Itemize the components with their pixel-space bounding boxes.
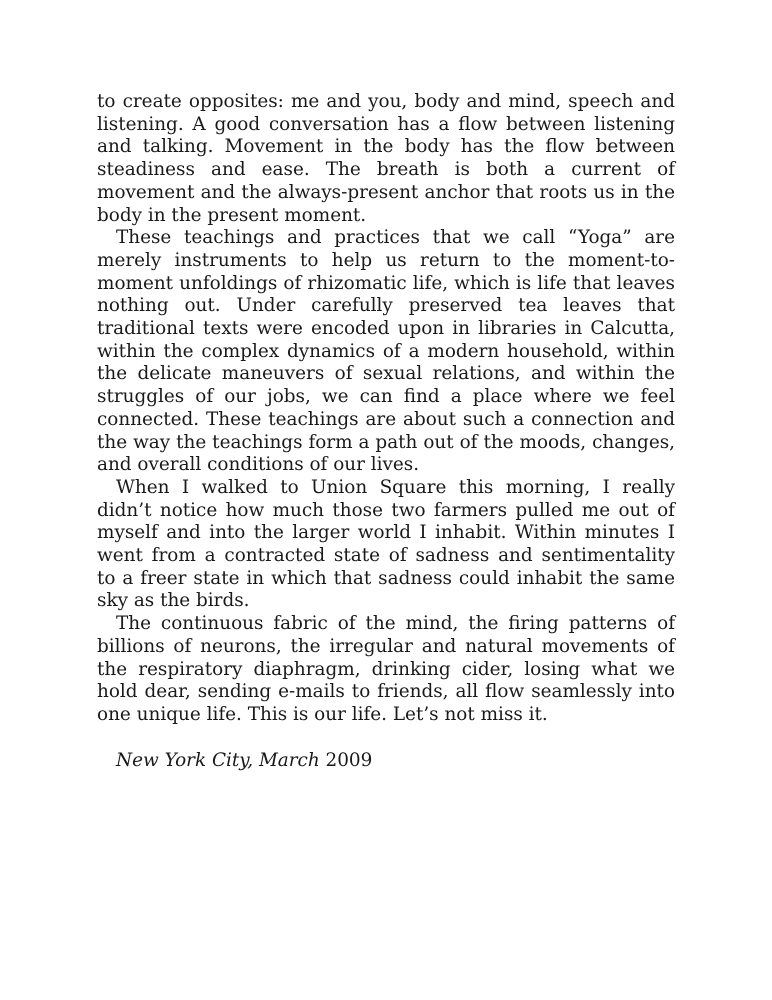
- document-page: [97, 91, 675, 772]
- paragraph-yoga-teachings: These teachings and practices that we call “Yoga” are merely instruments to help us return to the moment-to-moment unfoldings of rhizomatic life, which is life that leaves nothing out. Under carefully preserved tea leaves that traditional texts were encoded upon in libraries in Calcutta, within the complex dynamics of a modern household, within the delicate maneuvers of sexual relations, and within the struggles of our jobs, we can find a place where we feel connected. These teachings are about such a connection and the way the teachings form a path out of the moods, changes, and overall conditions of our lives.: [97, 227, 675, 476]
- dateline-place: New York City, March: [116, 749, 320, 771]
- dateline: [97, 750, 675, 773]
- dateline-year: 2009: [325, 749, 373, 771]
- paragraph-continuation: to create opposites: me and you, body and mind, speech and listening. A good conversation has a flow between listening and talking. Movement in the body has the flow between steadiness and ease. The breath is both a current of movement and the always-present anchor that roots us in the body in the present moment.: [97, 91, 675, 226]
- paragraph-continuous-fabric: The continuous fabric of the mind, the firing patterns of billions of neurons, the irregular and natural movements of the respiratory diaphragm, drinking cider, losing what we hold dear, sending e-mails to friends, all flow seamlessly into one unique life. This is our life. Let’s not miss it.: [97, 613, 675, 725]
- paragraph-union-square: When I walked to Union Square this morning, I really didn’t notice how much those two farmers pulled me out of myself and into the larger world I inhabit. Within minutes I went from a contracted state of sadness and sentimentality to a freer state in which that sadness could inhabit the same sky as the birds.: [97, 476, 675, 612]
